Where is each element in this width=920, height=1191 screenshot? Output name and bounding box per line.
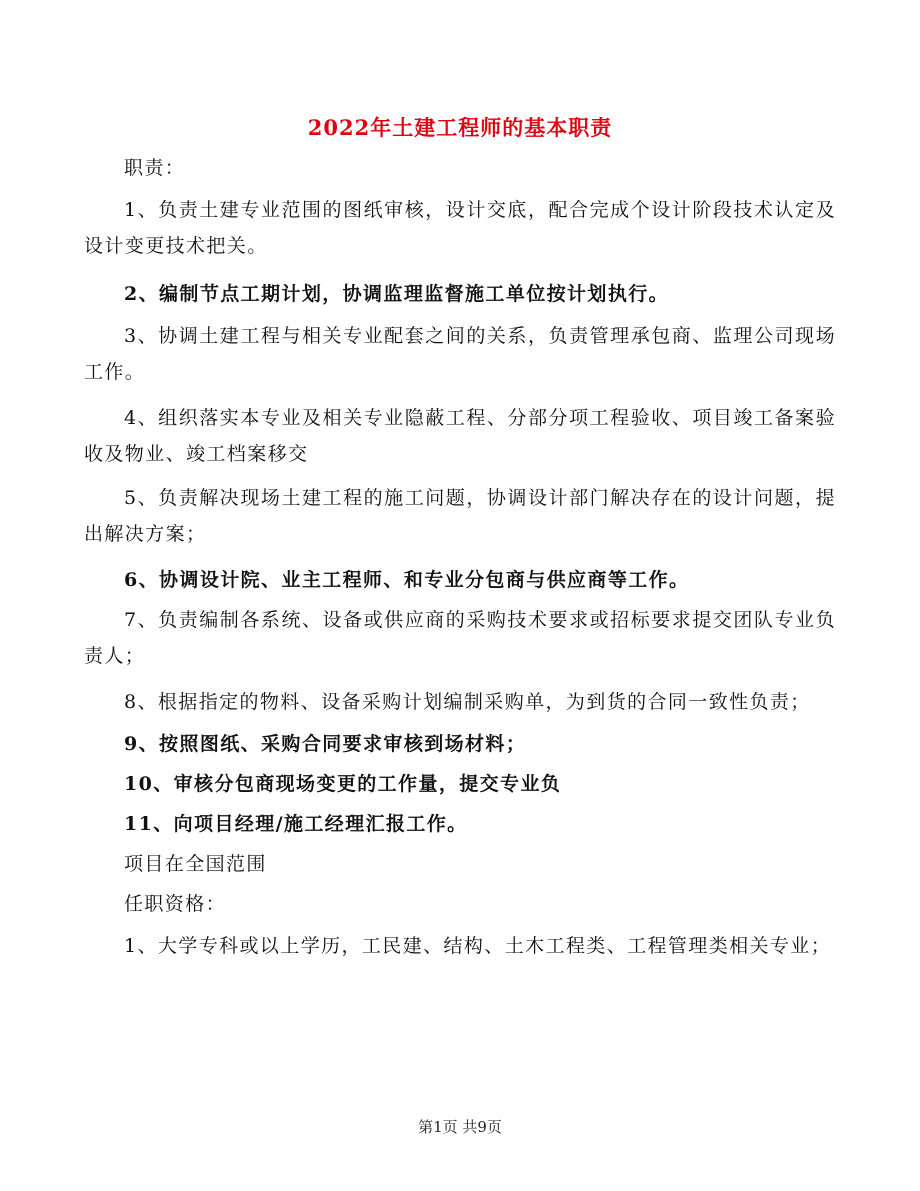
- section-heading-qualifications: 任职资格：: [124, 893, 227, 915]
- duty-item-2: 2、编制节点工期计划，协调监理监督施工单位按计划执行。: [124, 283, 670, 305]
- section-heading-duties: 职责：: [124, 157, 186, 179]
- qualification-item-1: 1、大学专科或以上学历，工民建、结构、土木工程类、工程管理类相关专业；: [124, 935, 832, 957]
- duty-item-8: 8、根据指定的物料、设备采购计划编制采购单，为到货的合同一致性负责；: [124, 691, 811, 713]
- duty-item-3: 3、协调土建工程与相关专业配套之间的关系，负责管理承包商、监理公司现场工作。: [84, 325, 836, 383]
- duty-item-4: 4、组织落实本专业及相关专业隐蔽工程、分部分项工程验收、项目竣工备案验收及物业、竣工档案移交: [84, 407, 836, 465]
- duty-item-1: 1、负责土建专业范围的图纸审核，设计交底，配合完成个设计阶段技术认定及设计变更技术把关。: [84, 199, 836, 257]
- duty-item-6: 6、协调设计院、业主工程师、和专业分包商与供应商等工作。: [124, 569, 690, 591]
- duty-item-11: 11、向项目经理/施工经理汇报工作。: [124, 813, 468, 835]
- duty-item-7: 7、负责编制各系统、设备或供应商的采购技术要求或招标要求提交团队专业负责人；: [84, 609, 836, 667]
- duty-item-10: 10、审核分包商现场变更的工作量，提交专业负: [124, 773, 562, 795]
- scope-note: 项目在全国范围: [124, 853, 267, 875]
- page-title: 2022年土建工程师的基本职责: [307, 115, 613, 140]
- page-footer: 第1页 共9页: [418, 1118, 502, 1136]
- duty-item-9: 9、按照图纸、采购合同要求审核到场材料；: [124, 733, 527, 755]
- duty-item-5: 5、负责解决现场土建工程的施工问题，协调设计部门解决存在的设计问题，提出解决方案；: [84, 487, 836, 545]
